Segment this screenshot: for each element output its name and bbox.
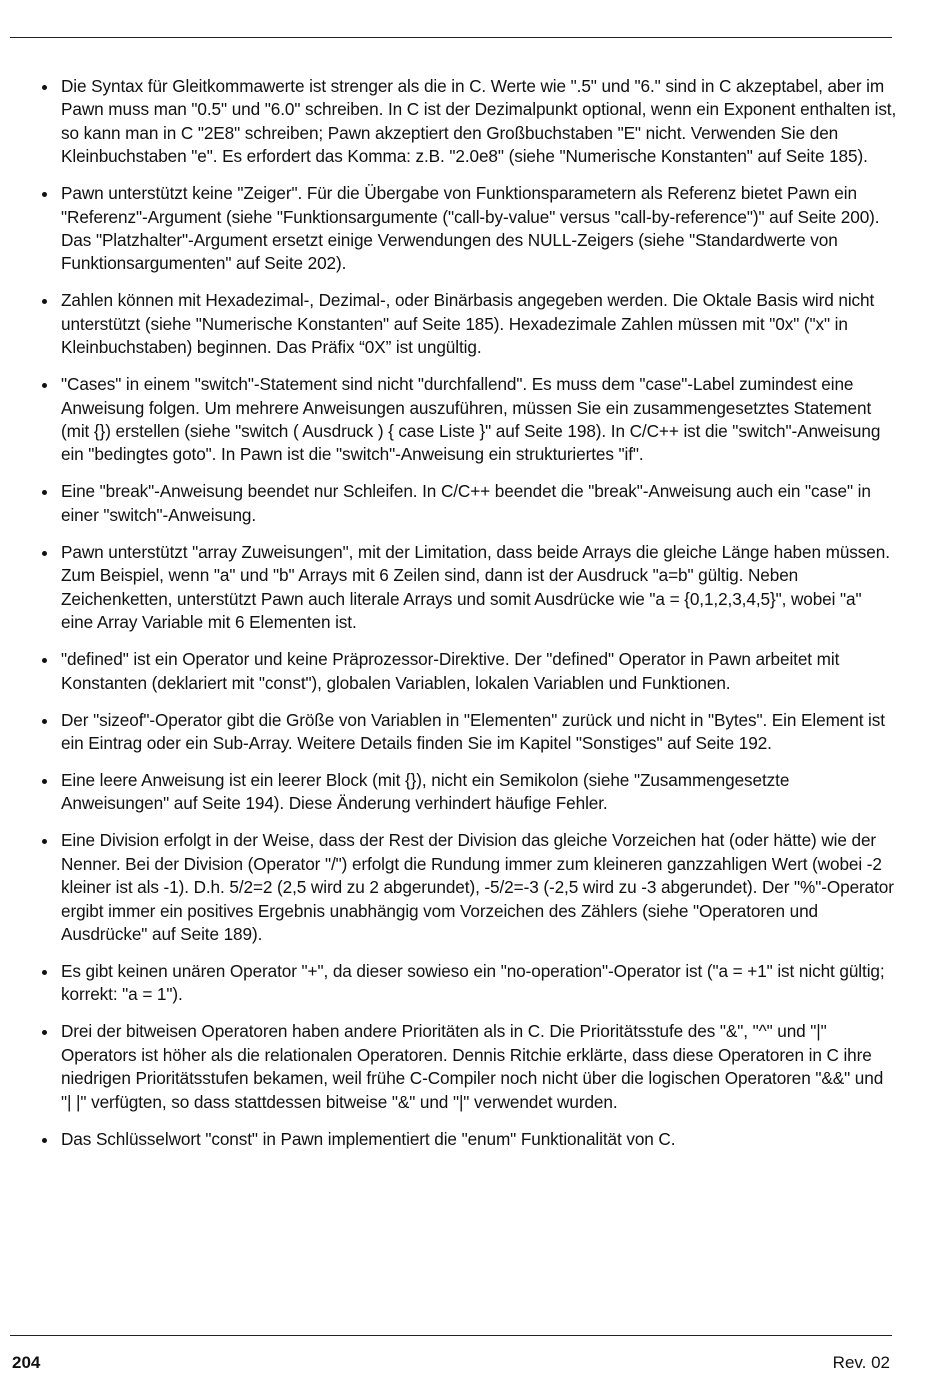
footer-rule — [10, 1335, 892, 1336]
list-item: Der "sizeof"-Operator gibt die Größe von Variablen in "Elementen" zurück und nicht in "Bytes". Ein Element ist ein Eintrag oder ein Sub-Array. Weitere Details finden Sie im Kapitel "Sonstiges" auf Seite 192. — [61, 709, 897, 756]
list-item: Die Syntax für Gleitkommawerte ist strenger als die in C. Werte wie ".5" und "6." sind in C akzeptabel, aber im Pawn muss man "0.5" und "6.0" schreiben. In C ist der Dezimalpunkt optional, wenn ein Exponent enthalten ist, so kann man in C "2E8" schreiben; Pawn akzeptiert den Großbuchstaben "E" nicht. Verwenden Sie den Kleinbuchstaben "e". Es erfordert das Komma: z.B. "2.0e8" (siehe "Numerische Konstanten" auf Seite 185). — [61, 75, 897, 169]
page-body — [61, 75, 897, 1165]
list-item: Drei der bitweisen Operatoren haben andere Prioritäten als in C. Die Prioritätsstufe des "&", "^" und "|" Operators ist höher als die relationalen Operatoren. Dennis Ritchie erklärte, dass diese Operatoren in C ihre niedrigen Prioritätsstufen bekamen, weil frühe C-Compiler noch nicht über die logischen Operatoren "&&" und "| |" verfügten, so dass stattdessen bitweise "&" und "|" verwendet wurden. — [61, 1020, 897, 1114]
revision-label: Rev. 02 — [832, 1353, 890, 1372]
list-item: Eine Division erfolgt in der Weise, dass der Rest der Division das gleiche Vorzeichen hat (oder hätte) wie der Nenner. Bei der Division (Operator "/") erfolgt die Rundung immer zum kleineren ganzzahligen Wert (wobei -2 kleiner ist als -1). D.h. 5/2=2 (2,5 wird zu 2 abgerundet), -5/2=-3 (-2,5 wird zu -3 abgerundet). Der "%"-Operator ergibt immer ein positives Ergebnis unabhängig vom Vorzeichen des Zählers (siehe "Operatoren und Ausdrücke" auf Seite 189). — [61, 829, 897, 946]
page-number: 204 — [12, 1353, 41, 1372]
bullet-list — [61, 75, 897, 1151]
list-item: Eine "break"-Anweisung beendet nur Schleifen. In C/C++ beendet die "break"-Anweisung auch ein "case" in einer "switch"-Anweisung. — [61, 480, 897, 527]
list-item: Pawn unterstützt "array Zuweisungen", mit der Limitation, dass beide Arrays die gleiche Länge haben müssen. Zum Beispiel, wenn "a" und "b" Arrays mit 6 Zeilen sind, dann ist der Ausdruck "a=b" gültig. Neben Zeichenketten, unterstützt Pawn auch literale Arrays und somit Ausdrücke wie "a = {0,1,2,3,4,5}", wobei "a" eine Array Variable mit 6 Elementen ist. — [61, 541, 897, 635]
list-item: Es gibt keinen unären Operator "+", da dieser sowieso ein "no-operation"-Operator ist ("a = +1" ist nicht gültig; korrekt: "a = 1"). — [61, 960, 897, 1007]
list-item: "Cases" in einem "switch"-Statement sind nicht "durchfallend". Es muss dem "case"-Label zumindest eine Anweisung folgen. Um mehrere Anweisungen auszuführen, müssen Sie ein zusammengesetztes Statement (mit {}) erstellen (siehe "switch ( Ausdruck ) { case Liste }" auf Seite 198). In C/C++ ist die "switch"-Anweisung ein "bedingtes goto". In Pawn ist die "switch"-Anweisung ein strukturiertes "if". — [61, 373, 897, 467]
list-item: Zahlen können mit Hexadezimal-, Dezimal-, oder Binärbasis angegeben werden. Die Oktale Basis wird nicht unterstützt (siehe "Numerische Konstanten" auf Seite 185). Hexadezimale Zahlen müssen mit "0x" ("x" in Kleinbuchstaben) beginnen. Das Präfix “0X” ist ungültig. — [61, 289, 897, 359]
list-item: Pawn unterstützt keine "Zeiger". Für die Übergabe von Funktionsparametern als Referenz bietet Pawn ein "Referenz"-Argument (siehe "Funktionsargumente ("call-by-value" versus "call-by-reference")" auf Seite 200). Das "Platzhalter"-Argument ersetzt einige Verwendungen des NULL-Zeigers (siehe "Standardwerte von Funktionsargumenten" auf Seite 202). — [61, 182, 897, 276]
list-item: Eine leere Anweisung ist ein leerer Block (mit {}), nicht ein Semikolon (siehe "Zusammengesetzte Anweisungen" auf Seite 194). Diese Änderung verhindert häufige Fehler. — [61, 769, 897, 816]
list-item: "defined" ist ein Operator und keine Präprozessor-Direktive. Der "defined" Operator in Pawn arbeitet mit Konstanten (deklariert mit "const"), globalen Variablen, lokalen Variablen und Funktionen. — [61, 648, 897, 695]
header-rule — [10, 37, 892, 38]
list-item: Das Schlüsselwort "const" in Pawn implementiert die "enum" Funktionalität von C. — [61, 1128, 897, 1151]
